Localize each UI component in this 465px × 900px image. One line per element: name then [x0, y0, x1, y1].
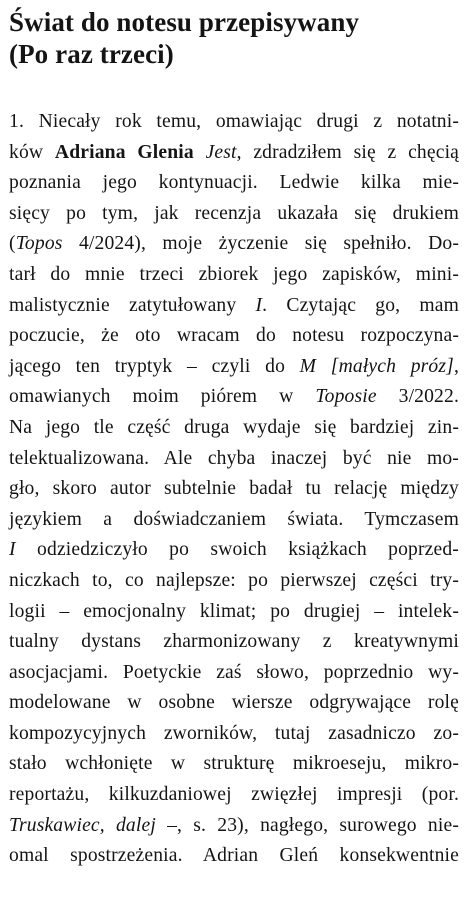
- text-segment: 1. Niecały rok temu, omawiając drugi z notatni-: [9, 111, 459, 132]
- text-segment: . Czytając go, mam: [262, 294, 459, 316]
- text-segment: kompozycyjnych zworników, tutaj zasadniczo zo-: [9, 722, 459, 744]
- text-segment: modelowane w osobne wiersze odgrywające rolę: [9, 692, 459, 714]
- text-line: [9, 566, 459, 597]
- bold-text: Adriana Glenia: [54, 141, 194, 163]
- text-segment: jącego ten tryptyk – czyli do: [9, 355, 300, 377]
- text-segment: Na jego tle część druga wydaje się bardziej zin-: [9, 416, 459, 438]
- text-line: [9, 749, 459, 780]
- text-segment: stało wchłonięte w strukturę mikroeseju, mikro-: [9, 753, 459, 775]
- text-line: [9, 138, 459, 169]
- text-line: [9, 321, 459, 352]
- article-title: [9, 6, 459, 70]
- text-segment: tarł do mnie trzeci zbiorek jego zapisków, mini-: [9, 263, 459, 285]
- text-segment: malistycznie zatytułowany: [9, 294, 256, 316]
- text-segment: poczucie, że oto wracam do notesu rozpoczyna-: [9, 325, 459, 347]
- article-page: [9, 6, 459, 872]
- text-line: [9, 780, 459, 811]
- title-line-2: (Po raz trzeci): [9, 39, 174, 69]
- italic-text: Jest: [205, 141, 237, 163]
- text-segment: asocjacjami. Poetyckie zaś słowo, poprzednio wy-: [9, 661, 459, 683]
- text-segment: poznania jego kontynuacji. Ledwie kilka mie-: [9, 172, 459, 194]
- text-line: [9, 658, 459, 689]
- text-segment: omawianych moim piórem w: [9, 386, 316, 408]
- text-segment: tualny dystans zharmonizowany z kreatywnymi: [9, 631, 459, 653]
- text-line: [9, 352, 459, 383]
- italic-text: Toposie: [315, 386, 377, 408]
- text-segment: –, s. 23), nagłego, surowego nie-: [155, 814, 459, 836]
- text-segment: językiem a doświadczaniem świata. Tymczasem: [9, 508, 459, 530]
- text-line: [9, 811, 459, 842]
- italic-text: Truskawiec, dalej: [9, 814, 156, 836]
- text-line: [9, 168, 459, 199]
- text-segment: odziedziczyło po swoich książkach poprzed-: [15, 539, 459, 561]
- text-line: [9, 413, 459, 444]
- text-segment: gło, skoro autor subtelnie badał tu relację między: [9, 478, 459, 500]
- text-segment: [194, 142, 206, 163]
- text-segment: omal spostrzeżenia. Adrian Gleń konsekwentnie: [9, 845, 459, 867]
- text-segment: (: [9, 233, 16, 255]
- text-line: [9, 444, 459, 475]
- text-segment: telektualizowana. Ale chyba inaczej być nie mo-: [9, 447, 459, 469]
- italic-text: Topos: [15, 233, 63, 255]
- text-line: [9, 688, 459, 719]
- text-line: [9, 229, 459, 260]
- text-segment: niczkach to, co najlepsze: po pierwszej części try-: [9, 569, 459, 591]
- text-line: [9, 505, 459, 536]
- text-line: [9, 535, 459, 566]
- text-line: [9, 291, 459, 322]
- italic-text: M [małych próz]: [299, 355, 454, 377]
- text-line: [9, 719, 459, 750]
- text-segment: 4/2024), moje życzenie się spełniło. Do-: [62, 233, 459, 255]
- italic-text: I: [255, 294, 263, 316]
- text-segment: 3/2022.: [376, 386, 459, 408]
- italic-text: I: [9, 539, 16, 561]
- text-line: [9, 474, 459, 505]
- text-segment: logii – emocjonalny klimat; po drugiej – intelek-: [9, 600, 459, 622]
- article-body: [9, 107, 459, 872]
- text-line: [9, 107, 459, 138]
- text-line: [9, 627, 459, 658]
- text-line: [9, 260, 459, 291]
- text-segment: ,: [453, 355, 459, 377]
- text-segment: sięcy po tym, jak recenzja ukazała się drukiem: [9, 202, 459, 224]
- text-line: [9, 199, 459, 230]
- text-line: [9, 597, 459, 628]
- text-segment: , zdradziłem się z chęcią: [236, 141, 460, 163]
- text-segment: ków: [9, 141, 55, 163]
- title-line-1: Świat do notesu przepisywany: [9, 7, 360, 37]
- text-line: [9, 841, 459, 872]
- text-line: [9, 382, 459, 413]
- text-segment: reportażu, kilkuzdaniowej zwięzłej impresji (por.: [9, 784, 459, 806]
